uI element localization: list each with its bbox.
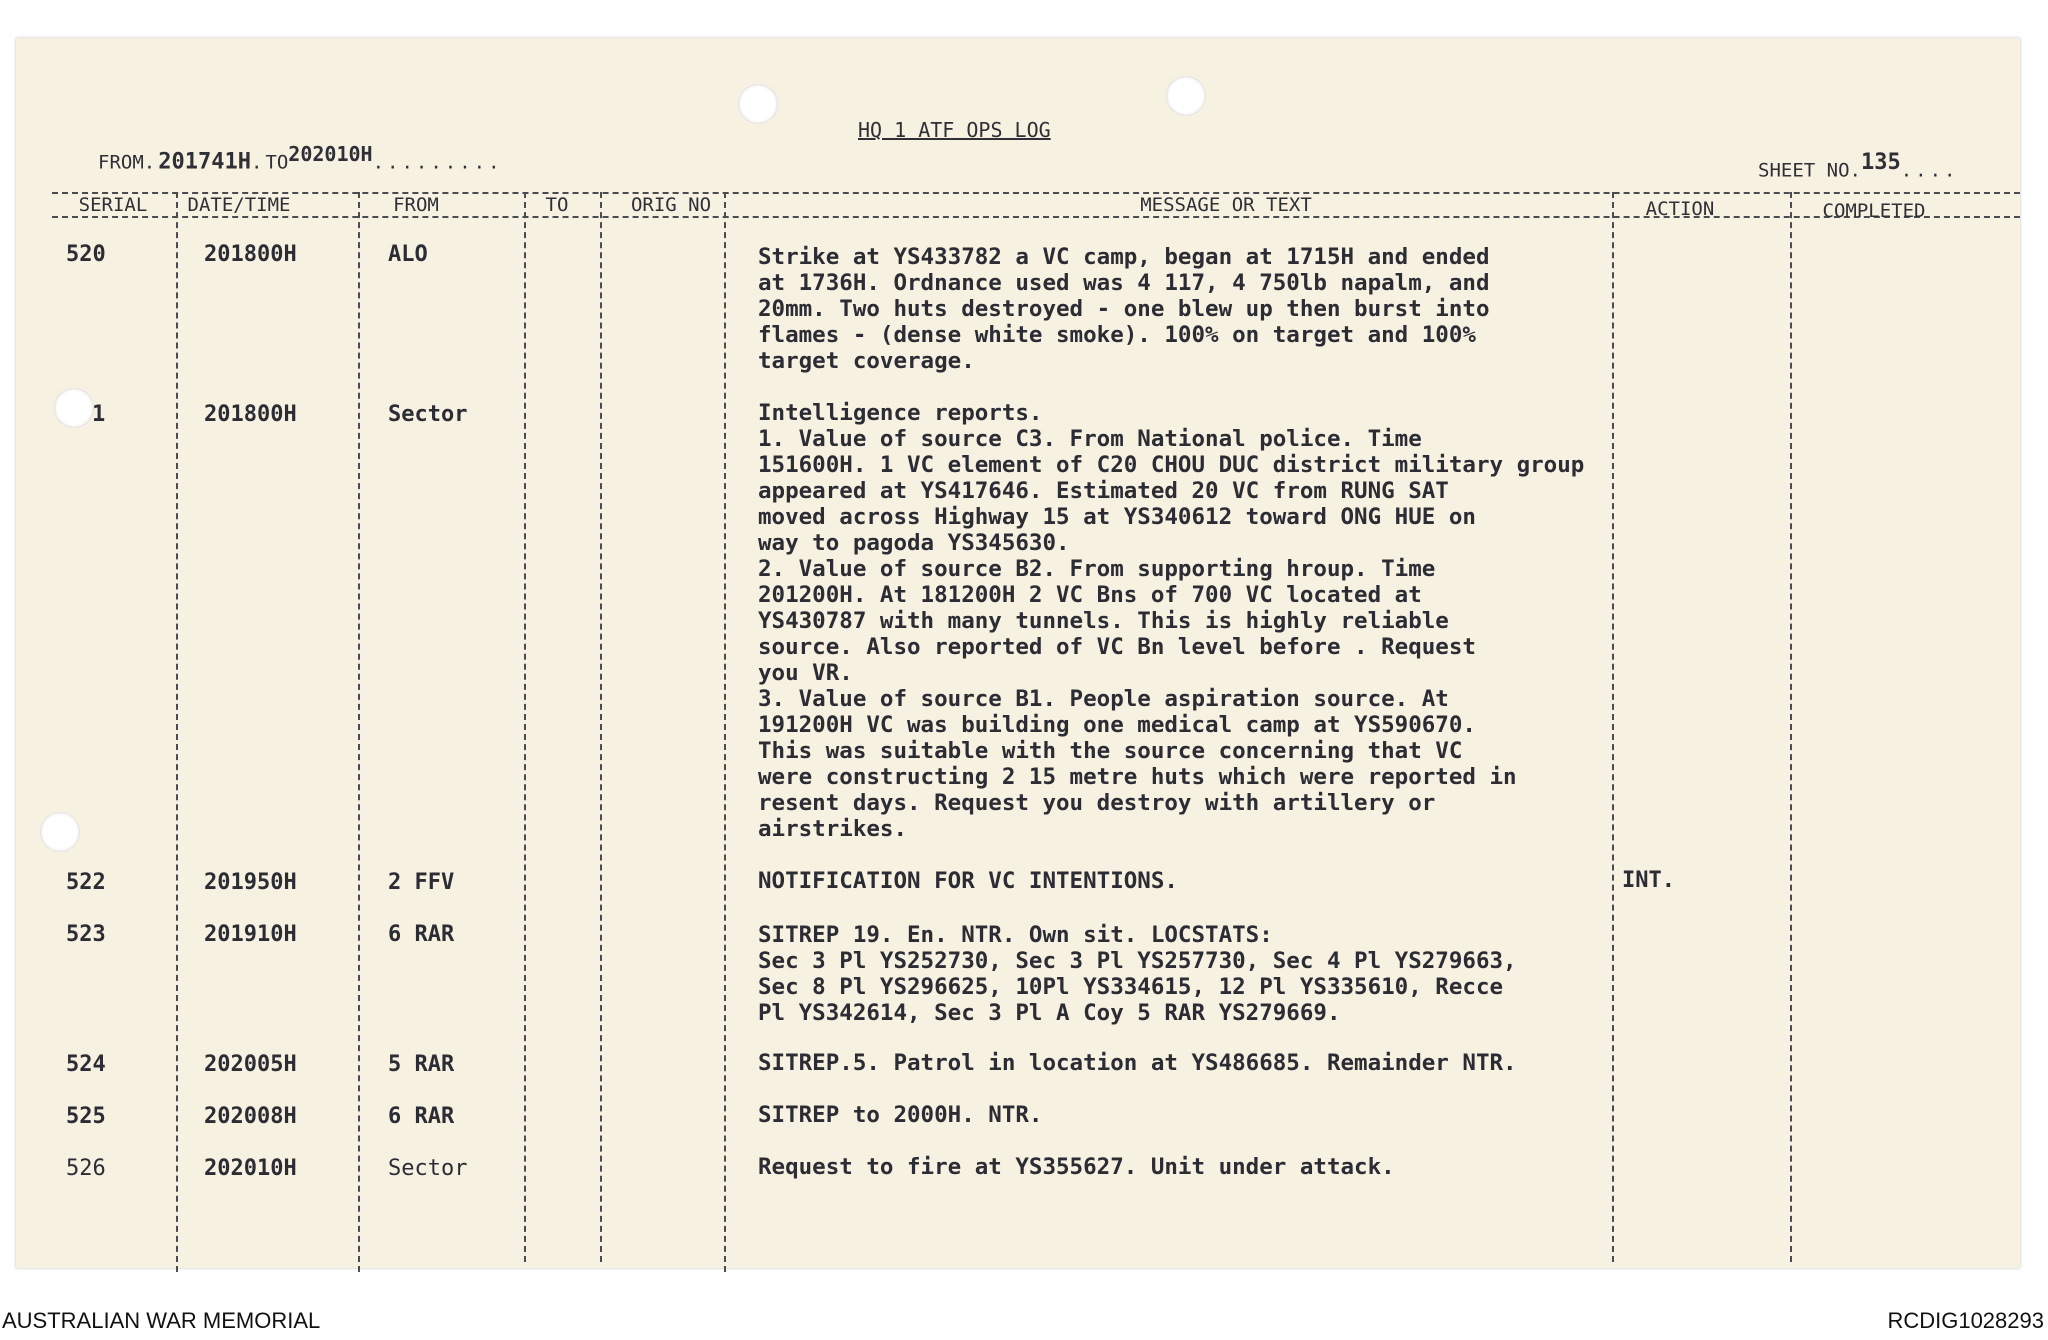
divider-serial	[176, 192, 178, 1272]
datetime-cell: 201800H	[204, 402, 297, 427]
punch-hole-top-right	[1166, 76, 1206, 116]
from-cell: 5 RAR	[388, 1052, 455, 1077]
log-sheet	[16, 38, 2020, 1268]
serial-cell: 526	[66, 1156, 106, 1181]
footer-credit: AUSTRALIAN WAR MEMORIAL	[2, 1308, 321, 1333]
datetime-cell: 202005H	[204, 1052, 297, 1077]
message-cell: Intelligence reports. 1. Value of source C3. From National police. Time 151600H. 1 VC element of C20 CHOU DUC district military group appeared at YS417646. Estimated 20 VC from RUNG SAT moved across Highway 15 at YS340612 toward ONG HUE on way to pagoda YS345630. 2. Value of source B2. From supporting hroup. Time 201200H. At 181200H 2 VC Bns of 700 VC located at YS430787 with many tunnels. This is highly reliable source. Also reported of VC Bn level before . Request you VR. 3. Value of source B1. People aspiration source. At 191200H VC was building one medical camp at YS590670. This was suitable with the source concerning that VC were constructing 2 15 metre huts which were reported in resent days. Request you destroy with artillery or airstrikes.	[758, 400, 1585, 842]
column-header-completed: COMPLETED	[1822, 200, 1926, 222]
divider-message	[1612, 192, 1614, 1262]
message-cell: NOTIFICATION FOR VC INTENTIONS.	[758, 868, 1178, 894]
from-cell: 6 RAR	[388, 1104, 455, 1129]
serial-cell: 520	[66, 242, 106, 267]
column-header-message: MESSAGE OR TEXT	[1140, 194, 1312, 216]
message-cell: SITREP.5. Patrol in location at YS486685. Remainder NTR.	[758, 1050, 1517, 1076]
from-value: 201741H	[158, 149, 251, 175]
to-label: TO	[265, 151, 289, 174]
message-cell: Request to fire at YS355627. Unit under attack.	[758, 1154, 1395, 1180]
header-from-to: $FROM.201741H.TO^{202010H}$.........	[98, 142, 503, 175]
log-title: HQ 1 ATF OPS LOG	[858, 118, 1051, 142]
from-cell: 2 FFV	[388, 870, 455, 895]
serial-cell: 523	[66, 922, 106, 947]
sheet-number: SHEET NO.$^{135}$....	[1758, 150, 1959, 182]
serial-cell: 525	[66, 1104, 106, 1129]
datetime-cell: 202008H	[204, 1104, 297, 1129]
datetime-cell: 201910H	[204, 922, 297, 947]
serial-cell: 524	[66, 1052, 106, 1077]
column-header-from: FROM	[393, 194, 439, 216]
column-header-serial: SERIAL	[78, 194, 148, 216]
message-cell: SITREP 19. En. NTR. Own sit. LOCSTATS: Sec 3 Pl YS252730, Sec 3 Pl YS257730, Sec 4 Pl YS279663, Sec 8 Pl YS296625, 10Pl YS334615, 12 Pl YS335610, Recce Pl YS342614, Sec 3 Pl A Coy 5 RAR YS279669.	[758, 922, 1517, 1026]
column-header-to: TO	[545, 194, 569, 216]
serial-cell: 522	[66, 870, 106, 895]
punch-hole-left-upper	[54, 388, 94, 428]
divider-orig	[724, 192, 726, 1272]
footer-reference: RCDIG1028293	[1887, 1308, 2044, 1333]
punch-hole-left-lower	[40, 812, 80, 852]
action-cell: INT.	[1622, 868, 1675, 893]
to-value: 202010H	[288, 142, 373, 166]
from-cell: ALO	[388, 242, 428, 267]
punch-hole-top-left	[738, 84, 778, 124]
column-header-datetime: DATE/TIME	[187, 194, 291, 216]
message-cell: Strike at YS433782 a VC camp, began at 1715H and ended at 1736H. Ordnance used was 4 117, 4 750lb napalm, and 20mm. Two huts destroyed - one blew up then burst into flames - (dense white smoke). 100% on target and 100% target coverage.	[758, 244, 1490, 374]
datetime-cell: 201800H	[204, 242, 297, 267]
sheet-value: 135	[1860, 150, 1901, 175]
serial-cell: 1	[92, 402, 106, 427]
from-label: FROM	[98, 151, 144, 174]
column-header-action: ACTION	[1645, 198, 1715, 220]
message-cell: SITREP to 2000H. NTR.	[758, 1102, 1043, 1128]
divider-from	[524, 192, 526, 1262]
divider-to	[600, 192, 602, 1262]
from-cell: 6 RAR	[388, 922, 455, 947]
sheet-label: SHEET NO.	[1758, 159, 1861, 182]
from-cell: Sector	[388, 1156, 468, 1181]
datetime-cell: 201950H	[204, 870, 297, 895]
datetime-cell: 202010H	[204, 1156, 297, 1181]
column-header-orig-no: ORIG NO	[630, 194, 712, 216]
divider-datetime	[358, 192, 360, 1272]
from-cell: Sector	[388, 402, 468, 427]
divider-action	[1790, 192, 1792, 1262]
